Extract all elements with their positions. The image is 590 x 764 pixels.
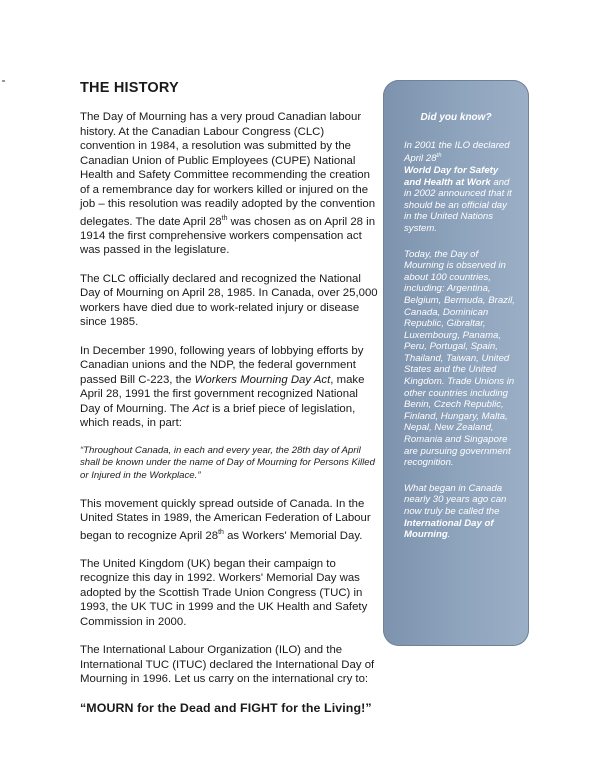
p3-text-a: In December 1990, following years of lobbying efforts by Canadian unions and the NDP, the federal government passed Bill C-223, the (80, 344, 364, 386)
p4-text-a: This movement quickly spread outside of Canada. In the United States in 1989, the American Federation of Labour began to recognize April 28 (80, 497, 371, 542)
did-you-know-sidebar (383, 80, 529, 646)
p1-text-a: The Day of Mourning has a very proud Canadian labour history. At the Canadian Labour Congress (CLC) convention in 1984, a resolution was submitted by the Canadian Union of Public Employees (CUPE) National Health and Safety Committee recommending the creation of a remembrance day for workers killed or injured on the job – this resolution was readily adopted by the convention delegates. The date April 28 (80, 111, 376, 228)
paragraph-bill (80, 344, 378, 431)
paragraph-uk: The United Kingdom (UK) began their campaign to recognize this day in 1992. Workers' Memorial Day was adopted by the Scottish Trade Union Congress (TUC) in 1993, the UK TUC in 1999 and the UK Health and Safety Commission in 2000. (80, 557, 368, 628)
act-quote: “Throughout Canada, in each and every year, the 28th day of April shall be known under the name of Day of Mourning for Persons Killed or Injured in the Workplace.” (80, 444, 375, 481)
main-column (80, 80, 378, 715)
paragraph-clc: The CLC officially declared and recognized the National Day of Mourning on April 28, 1985. In Canada, over 25,000 workers have died due to work-related injury or disease since 1985. (80, 272, 378, 329)
paragraph-ilo: The International Labour Organization (ILO) and the International TUC (ITUC) declared the International Day of Mourning in 1996. Let us carry on the international cry to: (80, 644, 375, 686)
sidebar-item-origin (404, 483, 517, 541)
closing-slogan: “MOURN for the Dead and FIGHT for the Living!” (80, 700, 372, 715)
p1-text-b: was chosen as on April 28 in 1914 the first comprehensive workers compensation act was passed in the legislature. (80, 215, 376, 257)
p1-superscript: th (221, 214, 228, 222)
sidebar-title: Did you know? (420, 112, 492, 123)
p3-text-c: is a brief piece of legislation, which reads, in part: (80, 402, 356, 430)
p4-superscript: th (218, 528, 224, 536)
p3-text-b: , make April 28, 1991 the first government recognized National Day of Mourning. The (80, 373, 365, 415)
p3-act-word: Act (192, 402, 209, 415)
scan-edge-mark (2, 80, 5, 82)
sidebar-item-ilo (404, 140, 517, 235)
s1-text-b: and in 2002 announced that it should be an official day in the United Nations system. (404, 176, 512, 234)
s3-text-a: What began in Canada nearly 30 years ago can now truly be called the (404, 482, 507, 517)
sidebar-item-countries: Today, the Day of Mourning is observed in about 100 countries, including: Argentina, Belgium, Bermuda, Brazil, Canada, Dominican Republic, Gibraltar, Luxembourg, Panama, Peru, Portugal, Spain, Thailand, Taiwan, United States and the United Kingdom. Trade Unions in other countries including Benin, Czech Republic, Finland, Hungary, Malta, Nepal, New Zealand, Romania and Singapore are pursuing government recognition. (404, 248, 515, 469)
page-title: THE HISTORY (80, 80, 179, 96)
s1-text-a: In 2001 the ILO declared April 28 (404, 139, 510, 165)
paragraph-origin (80, 110, 378, 258)
s3-intl-day: International Day of Mourning (404, 517, 494, 541)
paragraph-us (80, 497, 378, 543)
s3-text-b: . (447, 529, 451, 541)
p4-text-b: as Workers' Memorial Day. (223, 529, 363, 542)
p3-act-title: Workers Mourning Day Act (194, 373, 331, 386)
s1-world-day: World Day for Safety and Health at Work (404, 164, 499, 188)
s1-superscript: th (436, 153, 442, 160)
